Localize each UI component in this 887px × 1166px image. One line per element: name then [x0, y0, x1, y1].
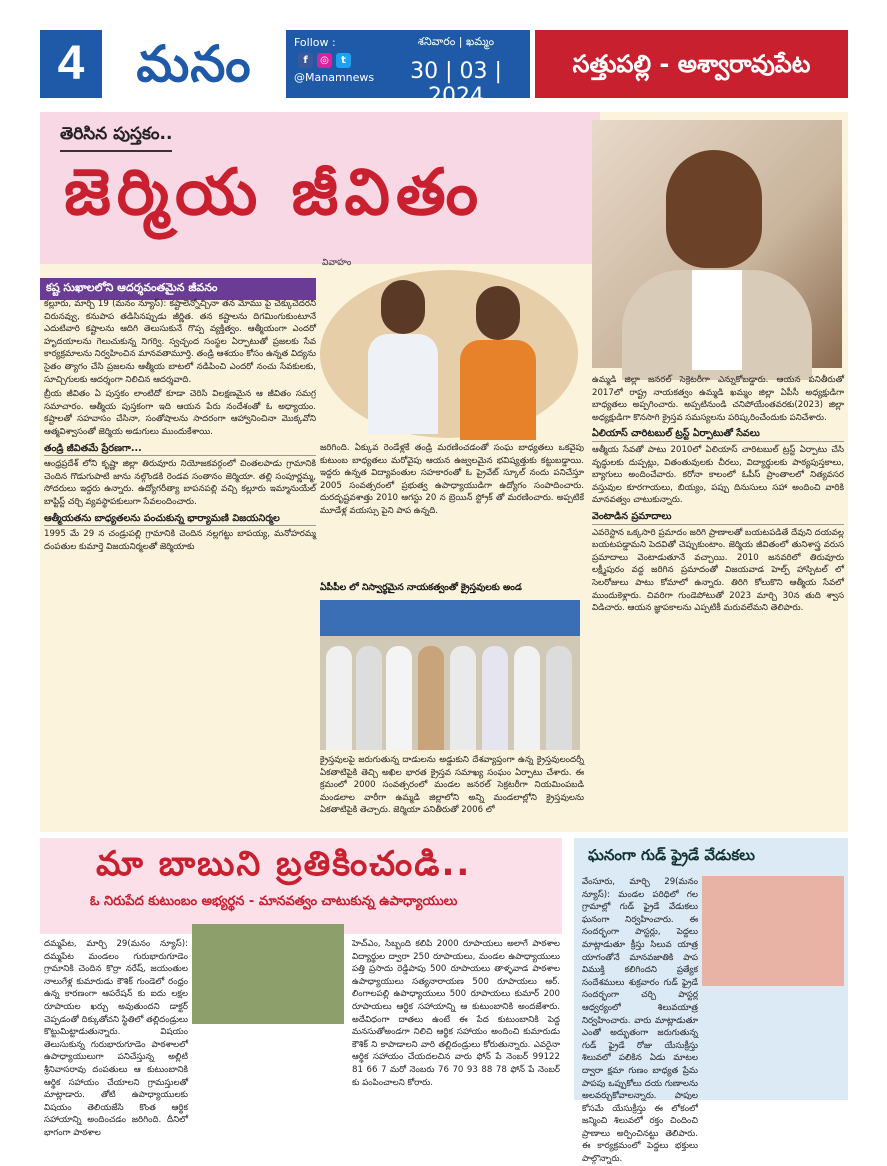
paragraph: దమ్మపేట, మార్చి 29(మనం న్యూస్): దమ్మపేట మండలం గురుభారుగూడెం గ్రామానికి చెందిన కొర్రా నరేష్, జయంతుల నాలుగేళ్ల కుమారుడు కౌశిక్ గుండెలో రంధ్రం ఉన్న కారణంగా ఆపరేషన్ కు ఐదు లక్షల రూపాయల ఖర్చు అవుతుందని డాక్టర్ చెప్పడంతో దిక్కుతోచని స్థితిలో తల్లిదండ్రులు కొట్టుమిట్టాడుతున్నారు. విషయం తెలుసుకున్న గురుభారుగూడెం పాఠశాలలో ఉపాధ్యాయులుగా పనిచేస్తున్న అల్లిటి శ్రీనివాసరావు దంపతులు ఆ కుటుంబానికి ఆర్థిక సహాయం చేయాలని గ్రామస్తులతో మాట్లాడారు. తోటి ఉపాధ్యాయులకు విషయం తెలియజేసి కొంత ఆర్థిక సహాయాన్ని అందించడం జరిగింది. దీనిలో భాగంగా పాఠశాల	[44, 939, 188, 1138]
appeal-subhead: ఓ నిరుపేద కుటుంబం అభ్యర్థన - మానవత్వం చాటుకున్న ఉపాధ్యాయులు	[90, 894, 458, 909]
article-column-1	[44, 298, 316, 828]
appeal-column-1	[44, 938, 188, 1138]
wedding-photo	[320, 270, 578, 438]
region-title: సత్తుపల్లి - అశ్వారావుపేట	[535, 30, 848, 98]
paragraph: వేంసూరు, మార్చి 29(మనం న్యూస్): మండల పరిధిలో గల గ్రామాల్లో గుడ్ ఫ్రైడే వేడుకలు ఘనంగా నిర్వహించారు. ఈ సందర్భంగా పాస్టర్లు, పెద్దలు మాట్లాడుతూ క్రీస్తు సిలువ యాత్ర యాగంతోనే మానవజాతికి పాప విముక్తి కలిగిందని ప్రత్యేక సందేశములు శుక్రవారం గుడ్ ఫ్రైడే సందర్భంగా చర్చి పాస్టర్ల ఆధ్వర్యంలో శిలువయాత్ర నిర్వహించారు. వారు మాట్లాడుతూ ఎంతో అద్భుతంగా జరుగుతున్న గుడ్ ఫ్రైడే రోజు యేసుక్రీస్తు శిలువలో పలికిన ఏడు మాటల ద్వారా క్షమా గుణం బాధ్యత ప్రేమ పాపపు ఒప్పుకోలు దయ గుణాలను అలవర్చుకోవాలన్నారు. పాపుల కోసమే యేసుక్రీస్తు ఈ లోకంలో జన్మించి శిలువలో రక్తం చిందించి ప్రాణాలు అర్పించినట్టు తెలిపారు. ఈ కార్యక్రమంలో పెద్దలు భక్తులు పాల్గొన్నారు.	[582, 877, 698, 1165]
feature-section	[40, 112, 848, 832]
paragraph: హెచ్ఎం, సిబ్బంది కలిపి 2000 రూపాయలు అలాగే పాఠశాల విద్యార్థుల ద్వారా 250 రూపాయలు, మండల ఉపాధ్యాయులు పత్తి ప్రసాదు రెడ్డిపాపు 500 రూపాయలు తాళ్ళవాడ పాఠశాల ఉపాధ్యాయులు సత్యనారాయణ 500 రూపాయలు ఆర్. లింగాలపల్లి ఉపాధ్యాయులు 500 రూపాయలు కుమార్ 200 రూపాయలు ఆర్థిక సహాయాన్ని ఆ కుటుంబానికి అందజేశారు. అదేవిధంగా దాతలు ఉంటే ఈ పేద కుటుంబానికి పెద్ద మనసుతోఅండగా నిలిచి ఆర్థిక సహాయం అందించి కుమారుడు కౌశిక్ ని కాపాడాలని వారి తల్లిదండ్రులు కోరుతున్నారు. ఎవరైనా ఆర్థిక సహాయం చేయదలచిన వారు ఫోన్ పే నెంబర్ 99122 81 66 7 మరో నెంబరు 76 70 93 88 78 ఫోన్ పే నెంబర్ కు పంపించాలని కోరారు.	[352, 939, 560, 1088]
good-friday-headline: ఘనంగా గుడ్ ఫ్రైడే వేడుకలు	[588, 846, 755, 864]
headline-band	[40, 112, 600, 264]
wedding-caption: వివాహం	[322, 258, 352, 268]
feature-headline: జెర్మియ జీవితం	[64, 156, 485, 230]
good-friday-text-upper	[582, 876, 698, 1165]
appeal-column-2	[352, 938, 560, 1098]
twitter-icon[interactable]: t	[336, 53, 351, 68]
social-handle: @Manamnews	[294, 71, 375, 84]
paragraph: ఎవరెస్టాన ఒక్కసారి ప్రమాదం జరిగి ప్రాణాలతో బయటపడితే దేవుని దయవల్ల బయటపడ్డామని పెదవితో చెప్పుకుంటాం. జెర్మియ జీవితంలో తునిశాస్త్ర వరుస ప్రమాదాలు వెంటాడుతూనే వచ్చాయి. 2010 జనవరిలో తిరువూరు లక్ష్మీపురం వద్ద జరిగిన ప్రమాదంతో విజయవాడ హెల్ప్ హాస్పిటల్ లో సెలరోజులు పాటు కోమాలో ఉన్నారు. తిరిగి కోలుకొని ఆత్మీయ సేవలో ముందుకెళ్లారు. చివరిగా గుండెపోటుతో 2023 మార్చి 30న తుది శ్వాస విడిచారు. ఆయన జ్ఞాపకాలను ఎప్పటికీ మరువలేమని తెలిపారు.	[592, 527, 844, 614]
brand-logo: మనం	[136, 35, 252, 93]
paragraph: క్రైస్తవులపై జరుగుతున్న దాడులను అడ్డుకుని దేశవ్యాప్తంగా ఉన్న క్రైస్తవులందర్నీ ఏకతాటిపైకి తెచ్చి అఖిల భారత క్రైస్తవ సమాఖ్య సంఘం ఏర్పాటు చేశారు. ఈ క్రమంలో 2000 సంవత్సరంలో మండల జనరల్ సెక్రటరీగా నియమింపబడి మండలాల వారీగా ఉమ్మడి జిల్లాలోని అన్ని మండలాల్లోని క్రైస్తవులను ఏకతాటిపైకి తెచ్చారు. జెర్మియా పనితీరుతో 2006 లో	[320, 755, 584, 816]
bottom-section	[40, 838, 848, 1165]
paragraph: ఉమ్మడి జిల్లా జనరల్ సెక్రెటరీగా ఎన్నుకోబడ్డారు. ఆయన పనితీరుతో 2017లో రాష్ట్ర నాయకత్వం ఉమ్మడి ఖమ్మం జిల్లా ఏపీసీ అధ్యక్షుడిగా బాధ్యతలు అప్పగించారు. అప్పటినుండి చనిపోయేంతవరకు(2023) జిల్లా అధ్యక్షుడిగా కొనసాగి క్రైస్తవ సమస్యలను పరిష్కరించేందుకు పనిచేశారు.	[592, 375, 844, 423]
section-heading: వెంటాడిన ప్రమాదాలు	[592, 511, 844, 525]
paragraph: ఆంధ్రప్రదేశ్ లోని కృష్ణా జిల్లా తిరువూరు నియోజకవర్గంలో చింతలపాడు గ్రామానికి చెందిన గొడుగుపాటి జాను నల్గొండకి రెండవ సంతానం జెర్మియా. తల్లి సంపూర్ణమ్మ, సోదరులు ఇద్దరు ఉన్నారు. ఉద్యోగరీత్యా బాపనపల్లి వచ్చి కల్లూరు ఇమ్మానుయేల్ బాప్టిస్ట్ చర్చి వ్యవస్థాపకులుగా సేవలందించారు.	[44, 459, 316, 507]
section-heading: ఏలియాస్ చారిటబుల్ ట్రస్ట్ ఏర్పాటుతో సేవలు	[592, 428, 844, 442]
feature-subhead: కష్ట సుఖాలలోని ఆదర్శవంతమైన జీవనం	[40, 278, 316, 300]
page-number: 4	[40, 30, 102, 98]
kicker: తెరిసిన పుస్తకం..	[60, 124, 172, 152]
weekday: శనివారం	[417, 35, 456, 48]
procession-photo	[702, 876, 844, 986]
instagram-icon[interactable]: ◎	[317, 53, 332, 68]
date-block: శనివారం | ఖమ్మం 30 | 03 | 2024	[382, 30, 530, 98]
article-column-2b	[320, 754, 584, 830]
appeal-headline-band	[40, 838, 562, 934]
portrait-photo	[592, 120, 842, 368]
paragraph: 1995 మే 29 న చండ్రుపల్లి గ్రామానికి చెందిన నల్లగట్టు బాపయ్య, మనోహరమ్మ దంపతుల కుమార్తె విజయనిర్మలతో జెర్మియాకు	[44, 529, 316, 552]
paragraph: కల్లూరు, మార్చి 19 (మనం న్యూస్): కష్టాలెన్నోచ్చినా తన మోము పై చెక్కుచెదరని చిరునవ్వు, కనుపాప తడిసినప్పుడు జీర్ణిత. తన కష్టాలను దిగమింగుకుంటూనే ఎదుటివారి కష్టాలను ఆదిగి తెలుసుకునే గొప్ప వ్యక్తిత్వం. ఆత్మీయంగా ఎందరో హృదయాలను గెలుచుకున్న నిగర్వి. స్వచ్ఛంద సంస్థల ఏర్పాటుతో ప్రజలకు సేవ కార్యక్రమాలను నిర్వహించిన మానవతామూర్తి. తండ్రి ఆశయం కోసం ఉన్నత విద్యను సైతం త్యాగం చేసి ప్రజలను ఆత్మీయ బాటలో నడిపించి ఎందరో నంచు సేవకులకు, సూచ్చిగులకు ఆదర్శంగా నిలిచిన ఆదర్శవాది.	[44, 299, 316, 385]
paragraph: బ్రీయ జీవితం ఏ పుస్తకం లాంటిదో కూడా చెరిసి విలక్షణమైన ఆ జీవితం సమగ్ర సమాచారం. ఆత్మీయ పుస్తకంగా ఇది ఆయన పేరు నందేశంతో ఓ అధ్యాయం. కష్టాలతో సహవాసం చేసినా, సంతోషాలను సాదరంగా ఆహ్వానించినా మొక్కవోని ఆత్మవిశ్వాసంతో జెర్మియ అడుగులు ముందుకేశాయి.	[44, 389, 316, 437]
masthead	[40, 30, 848, 109]
city: ఖమ్మం	[466, 35, 495, 48]
family-photo	[192, 924, 344, 1024]
article-column-2a	[320, 442, 584, 578]
good-friday-box	[574, 838, 848, 1165]
appeal-headline: మా బాబుని బ్రతికించండి..	[96, 844, 472, 884]
follow-label: Follow :	[294, 36, 336, 49]
paragraph: జరిగింది. ఏక్కువ రెండేళ్లకే తండ్రి మరణించడంతో సంఘ బాధ్యతలు ఒకవైపు కుటుంబ బాధ్యతలు మరోవైపు ఆయన ఉజ్వలమైన భవిష్యత్తుకు కట్టుబడ్డాయి. ఇద్దరు ఉన్నత విద్యావంతుల సహకారంతో ఓ ప్రైవేట్ స్కూల్ నందు పనిచేస్తూ 2005 సంవత్సరంలో ప్రభుత్వ ఉపాధ్యాయుడిగా ఉద్యోగం సంపాదించారు. దురదృష్టవశాత్తు 2010 ఆగస్టు 20 న బ్రెయిన్ స్ట్రోక్ తో మరణించారు. అప్పటికే మూడేళ్ల వయస్సు పైని పాప ఉన్నది.	[320, 443, 584, 516]
group-photo	[320, 600, 580, 750]
group-photo-caption: ఏపీపీల లో నిస్వార్థమైన నాయకత్వంతో క్రైస్తవులకు అండ	[320, 582, 522, 593]
section-heading: ఆత్మీయతను బాధ్యతలను పంచుకున్న భార్యామణి విజయనిర్మల	[44, 513, 316, 527]
section-heading: తండ్రి జీవితమే ప్రేరణగా...	[44, 443, 316, 457]
paragraph: ఆత్మీయ సేవతో పాటు 2010లో ఏలియాస్ చారిటబుల్ ట్రస్ట్ ఏర్పాటు చేసి వృద్ధులకు దుప్పట్లు, వితంతువులకు చీరలు, విద్యార్థులకు పాఠ్యపుస్తకాలు, బ్యాగులు అందించేవారు. కరోనా కాలంలో ఓపీస్ ప్రాంతాలలో నిత్యవసర వస్తువుల కూరగాయలు, బియ్యం, పప్పు దినుసులు సహా అందించి వారికి మానవత్వం చాటుకున్నారు.	[592, 444, 844, 506]
article-column-3	[592, 374, 844, 828]
follow-block	[286, 30, 382, 98]
issue-date: 30 | 03 | 2024	[410, 59, 502, 109]
facebook-icon[interactable]: f	[298, 53, 313, 68]
